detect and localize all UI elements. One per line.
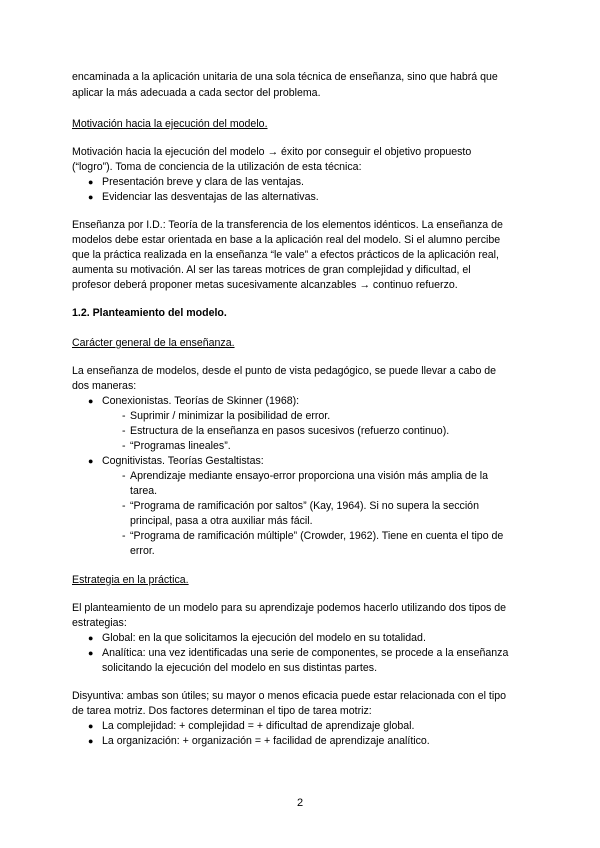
estrategia-bullet: Analítica: una vez identificadas una serie de componentes, se procede a la enseñanza xyxy=(102,647,509,659)
disyuntiva-line: de tarea motriz. Dos factores determinan el tipo de tarea motriz: xyxy=(72,705,372,717)
bullet-icon: ● xyxy=(88,177,94,187)
caracter-heading: Carácter general de la enseñanza. xyxy=(72,337,235,349)
conexionistas-item: Suprimir / minimizar la posibilidad de error. xyxy=(130,410,331,422)
dash-icon: - xyxy=(122,440,126,452)
dash-icon: - xyxy=(122,530,126,542)
caracter-line: La enseñanza de modelos, desde el punto de vista pedagógico, se puede llevar a cabo de xyxy=(72,365,497,377)
estrategia-line: estrategias: xyxy=(72,617,127,629)
cognitivistas-item: Aprendizaje mediante ensayo-error proporciona una visión más amplia de la xyxy=(130,470,489,482)
ensenanza-line: profesor deberá proponer metas sucesivamente alcanzables → continuo refuerzo. xyxy=(72,279,458,291)
disyuntiva-bullet: La organización: + organización = + facilidad de aprendizaje analítico. xyxy=(102,735,430,747)
ensenanza-line: que la práctica realizada en la enseñanza “le vale” a efectos prácticos de la aplicación real, xyxy=(72,249,499,261)
motivacion-line: (“logro”). Toma de conciencia de la utilización de esta técnica: xyxy=(72,161,362,173)
bullet-icon: ● xyxy=(88,736,94,746)
cognitivistas-item: principal, pasa a otra auxiliar más fácil. xyxy=(130,515,313,527)
cognitivistas-item: “Programa de ramificación múltiple” (Crowder, 1962). Tiene en cuenta el tipo de xyxy=(130,530,504,542)
dash-icon: - xyxy=(122,470,126,482)
disyuntiva-bullet: La complejidad: + complejidad = + dificultad de aprendizaje global. xyxy=(102,720,415,732)
bullet-icon: ● xyxy=(88,396,94,406)
estrategia-line: El planteamiento de un modelo para su aprendizaje podemos hacerlo utilizando dos tipos de xyxy=(72,602,507,614)
cognitivistas-item: error. xyxy=(130,545,155,557)
cognitivistas-label: Cognitivistas. Teorías Gestaltistas: xyxy=(102,455,264,467)
disyuntiva-line: Disyuntiva: ambas son útiles; su mayor o menos eficacia puede estar relacionada con el tipo xyxy=(72,690,506,702)
cognitivistas-item: tarea. xyxy=(130,485,158,497)
motivacion-bullet: Presentación breve y clara de las ventajas. xyxy=(102,176,304,188)
dash-icon: - xyxy=(122,410,126,422)
intro-line: encaminada a la aplicación unitaria de una sola técnica de enseñanza, sino que habrá que xyxy=(72,71,498,83)
estrategia-bullet: Global: en la que solicitamos la ejecución del modelo en su totalidad. xyxy=(102,632,426,644)
bullet-icon: ● xyxy=(88,633,94,643)
motivacion-bullet: Evidenciar las desventajas de las alternativas. xyxy=(102,191,319,203)
intro-line: aplicar la más adecuada a cada sector del problema. xyxy=(72,87,321,99)
bullet-icon: ● xyxy=(88,721,94,731)
estrategia-bullet: solicitando la ejecución del modelo en sus distintas partes. xyxy=(102,662,378,674)
ensenanza-line: modelos debe estar orientada en base a la aplicación real del modelo. Si el alumno percibe xyxy=(72,234,501,246)
caracter-line: dos maneras: xyxy=(72,380,137,392)
bullet-icon: ● xyxy=(88,192,94,202)
motivacion-line: Motivación hacia la ejecución del modelo → éxito por conseguir el objetivo propuesto xyxy=(72,146,472,158)
dash-icon: - xyxy=(122,500,126,512)
motivacion-heading: Motivación hacia la ejecución del modelo. xyxy=(72,118,268,130)
bullet-icon: ● xyxy=(88,456,94,466)
page-number: 2 xyxy=(296,797,304,809)
conexionistas-label: Conexionistas. Teorías de Skinner (1968): xyxy=(102,395,300,407)
bullet-icon: ● xyxy=(88,648,94,658)
section-title: 1.2. Planteamiento del modelo. xyxy=(72,307,227,319)
cognitivistas-item: “Programa de ramificación por saltos” (Kay, 1964). Si no supera la sección xyxy=(130,500,479,512)
dash-icon: - xyxy=(122,425,126,437)
conexionistas-item: “Programas lineales”. xyxy=(130,440,231,452)
ensenanza-line: Enseñanza por I.D.: Teoría de la transferencia de los elementos idénticos. La enseñanza de xyxy=(72,219,503,231)
estrategia-heading: Estrategia en la práctica. xyxy=(72,574,189,586)
ensenanza-line: aumenta su motivación. Al ser las tareas motrices de gran complejidad y dificultad, el xyxy=(72,264,471,276)
conexionistas-item: Estructura de la enseñanza en pasos sucesivos (refuerzo continuo). xyxy=(130,425,450,437)
